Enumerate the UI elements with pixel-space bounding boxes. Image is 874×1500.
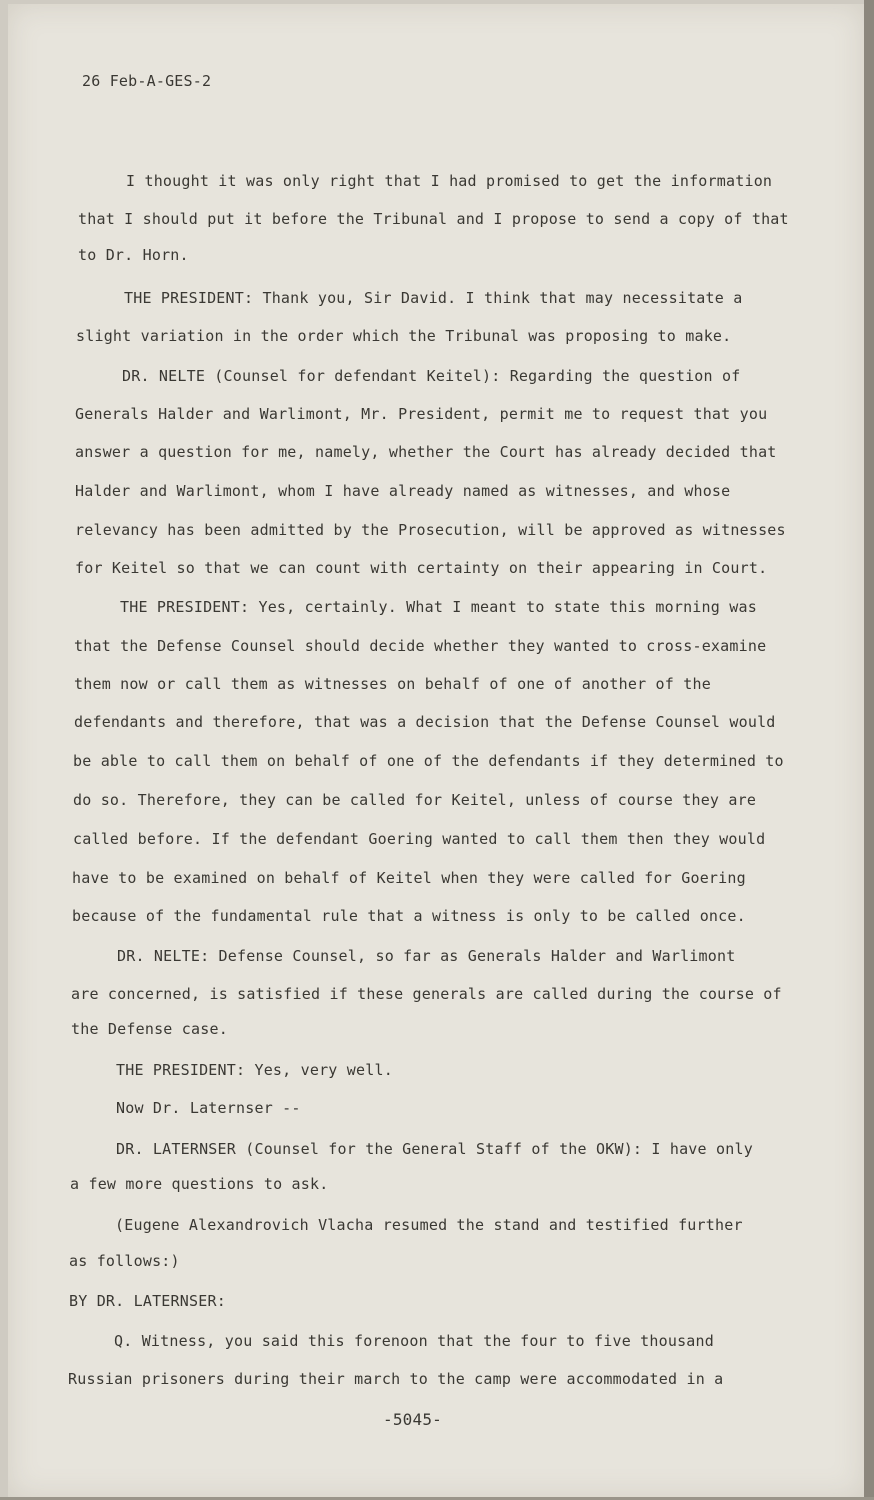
transcript-line: (Eugene Alexandrovich Vlacha resumed the stand and testified further	[115, 1216, 743, 1234]
transcript-line: slight variation in the order which the Tribunal was proposing to make.	[76, 327, 732, 345]
transcript-line: a few more questions to ask.	[70, 1175, 329, 1193]
transcript-line: Halder and Warlimont, whom I have already named as witnesses, and whose	[75, 482, 731, 500]
transcript-line: THE PRESIDENT: Thank you, Sir David. I think that may necessitate a	[124, 289, 743, 307]
transcript-line: THE PRESIDENT: Yes, certainly. What I meant to state this morning was	[120, 598, 757, 616]
transcript-line: I thought it was only right that I had promised to get the information	[126, 172, 773, 190]
transcript-line: the Defense case.	[71, 1020, 228, 1038]
transcript-line: THE PRESIDENT: Yes, very well.	[116, 1061, 393, 1079]
transcript-line: Russian prisoners during their march to the camp were accommodated in a	[68, 1370, 724, 1388]
transcript-line: defendants and therefore, that was a decision that the Defense Counsel would	[74, 713, 776, 731]
page-number: -5045-	[383, 1410, 442, 1429]
transcript-line: DR. NELTE (Counsel for defendant Keitel): Regarding the question of	[122, 367, 741, 385]
transcript-line: that the Defense Counsel should decide whether they wanted to cross-examine	[74, 637, 767, 655]
transcript-line: be able to call them on behalf of one of the defendants if they determined to	[73, 752, 784, 770]
transcript-line: do so. Therefore, they can be called for Keitel, unless of course they are	[73, 791, 757, 809]
transcript-line: are concerned, is satisfied if these generals are called during the course of	[71, 985, 782, 1003]
transcript-line: DR. NELTE: Defense Counsel, so far as Generals Halder and Warlimont	[117, 947, 736, 965]
transcript-line: to Dr. Horn.	[78, 246, 189, 264]
document-reference: 26 Feb-A-GES-2	[82, 72, 212, 90]
transcript-line: as follows:)	[69, 1252, 180, 1270]
transcript-line: Now Dr. Laternser --	[116, 1099, 301, 1117]
transcript-line: for Keitel so that we can count with certainty on their appearing in Court.	[75, 559, 768, 577]
transcript-line: have to be examined on behalf of Keitel when they were called for Goering	[72, 869, 746, 887]
transcript-line: them now or call them as witnesses on behalf of one of another of the	[74, 675, 711, 693]
page-edge	[864, 0, 874, 1500]
transcript-line: answer a question for me, namely, whether the Court has already decided that	[75, 443, 777, 461]
transcript-line: that I should put it before the Tribunal and I propose to send a copy of that	[78, 210, 789, 228]
transcript-line: BY DR. LATERNSER:	[69, 1292, 226, 1310]
transcript-line: relevancy has been admitted by the Prosecution, will be approved as witnesses	[75, 521, 786, 539]
transcript-line: DR. LATERNSER (Counsel for the General Staff of the OKW): I have only	[116, 1140, 753, 1158]
transcript-line: called before. If the defendant Goering wanted to call them then they would	[73, 830, 766, 848]
transcript-line: because of the fundamental rule that a witness is only to be called once.	[72, 907, 746, 925]
document-page	[8, 4, 864, 1498]
transcript-line: Q. Witness, you said this forenoon that the four to five thousand	[114, 1332, 714, 1350]
transcript-line: Generals Halder and Warlimont, Mr. President, permit me to request that you	[75, 405, 768, 423]
